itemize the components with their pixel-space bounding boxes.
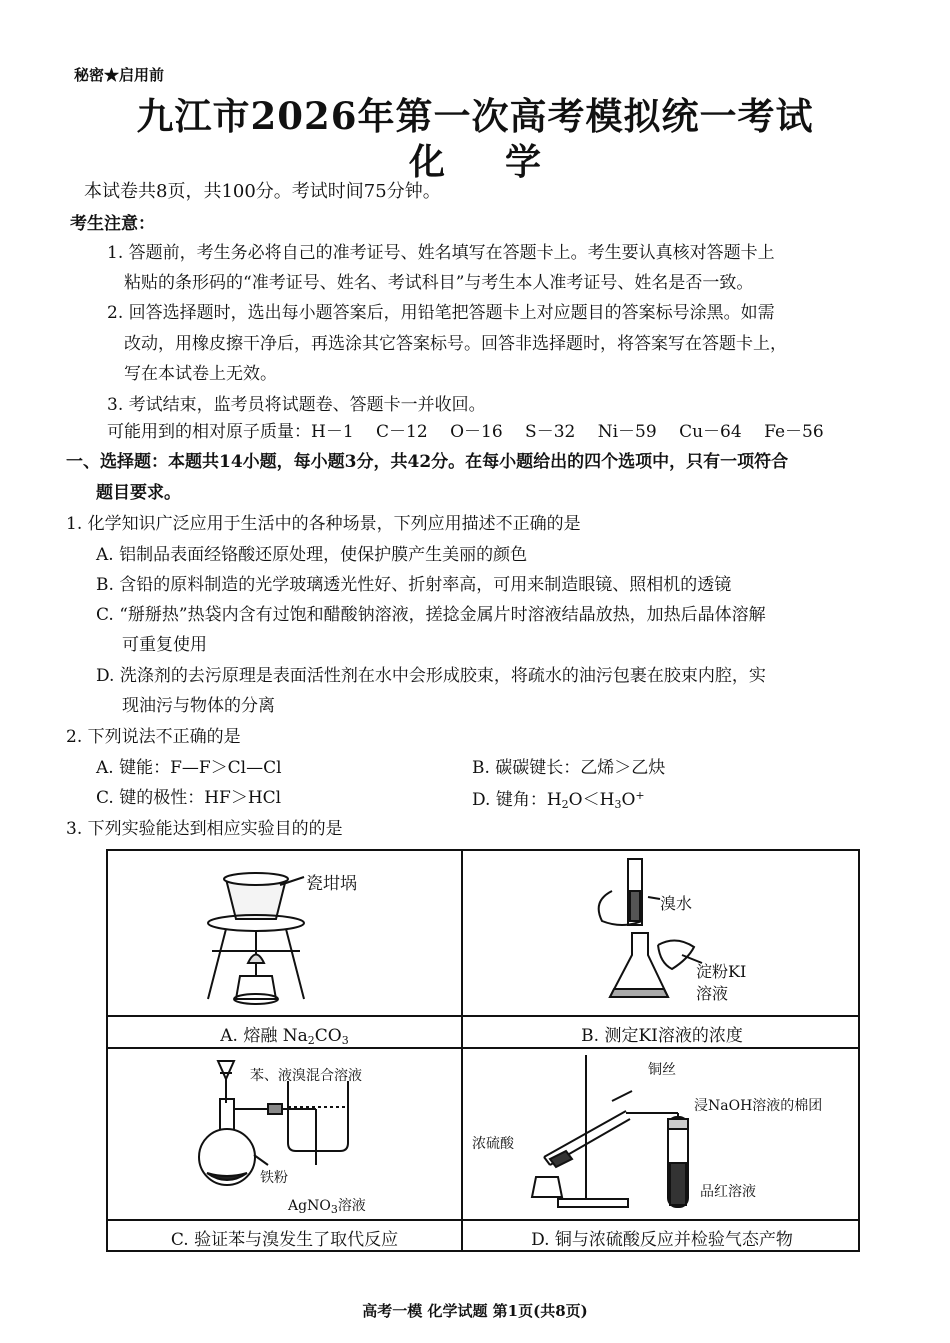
q3-caption-d: D. 铜与浓硫酸反应并检验气态产物 (531, 1230, 793, 1250)
label-copper-wire: 铜丝 (648, 1062, 676, 1078)
q3-figure-grid (106, 849, 860, 1252)
q2-stem: 2. 下列说法不正确的是 (66, 727, 241, 747)
page-footer: 高考一模 化学试题 第1页(共8页) (362, 1302, 588, 1320)
note-1-line-1: 1. 答题前，考生务必将自己的准考证号、姓名填写在答题卡上。考生要认真核对答题卡上 (107, 243, 775, 263)
note-2-line-2: 改动，用橡皮擦干净后，再选涂其它答案标号。回答非选择题时，将答案写在答题卡上， (124, 334, 787, 354)
section-heading-line-1: 一、选择题：本题共14小题，每小题3分，共42分。在每小题给出的四个选项中，只有一项符合 (66, 452, 789, 472)
label-bromine-water: 溴水 (660, 894, 693, 913)
atomic-masses: 可能用到的相对原子质量：H－1 C－12 O－16 S－32 Ni－59 Cu－64 Fe－56 (107, 422, 824, 442)
exam-title: 九江市2026年第一次高考模拟统一考试 (136, 94, 814, 138)
label-solution-b: 溶液 (696, 984, 729, 1003)
q3-stem: 3. 下列实验能达到相应实验目的的是 (66, 819, 343, 839)
note-3: 3. 考试结束，监考员将试题卷、答题卡一并收回。 (107, 395, 486, 415)
label-iron-powder: 铁粉 (260, 1170, 288, 1186)
label-benzene-bromine: 苯、液溴混合溶液 (250, 1068, 362, 1084)
q2-option-d: D. 键角：$H_2O<H_3O^+$ (472, 789, 645, 811)
q3-caption-c: C. 验证苯与溴发生了取代反应 (170, 1230, 399, 1250)
label-naoh-cotton: 浸NaOH溶液的棉团 (694, 1098, 823, 1114)
exam-intro: 本试卷共8页，共100分。考试时间75分钟。 (84, 181, 441, 202)
label-silver-nitrate: AgNO$_3$溶液 (288, 1198, 366, 1216)
q1-stem: 1. 化学知识广泛应用于生活中的各种场景，下列应用描述不正确的是 (66, 514, 581, 534)
subject-title: 化学 (408, 141, 601, 183)
q1-option-d-line-1: D. 洗涤剂的去污原理是表面活性剂在水中会形成胶束，将疏水的油污包裹在胶束内腔，实 (96, 666, 766, 686)
q3-caption-a: A. 熔融 $Na_2CO_3$ (220, 1026, 349, 1047)
q2-option-b: B. 碳碳键长：乙烯＞乙炔 (472, 758, 666, 778)
section-heading-line-2: 题目要求。 (96, 483, 181, 503)
q2-option-c: C. 键的极性：HF＞HCl (96, 788, 282, 808)
q1-option-d-line-2: 现油污与物体的分离 (122, 696, 275, 716)
q2-option-a: A. 键能：F—F＞Cl—Cl (96, 758, 282, 778)
note-1-line-2: 粘贴的条形码的“准考证号、姓名、考试科目”与考生本人准考证号、姓名是否一致。 (124, 273, 754, 293)
label-starch-ki: 淀粉KI (696, 962, 747, 981)
crucible-apparatus (108, 851, 462, 1015)
q1-option-b: B. 含铅的原料制造的光学玻璃透光性好、折射率高，可用来制造眼镜、照相机的透镜 (96, 575, 732, 595)
q1-option-c-line-1: C. “掰掰热”热袋内含有过饱和醋酸钠溶液，搓捻金属片时溶液结晶放热，加热后晶体溶解 (96, 605, 766, 625)
note-2-line-1: 2. 回答选择题时，选出每小题答案后，用铅笔把答题卡上对应题目的答案标号涂黑。如需 (107, 303, 775, 323)
titration-apparatus (462, 851, 862, 1015)
q1-option-a: A. 铝制品表面经铬酸还原处理，使保护膜产生美丽的颜色 (96, 545, 528, 565)
label-crucible: 瓷坩埚 (306, 874, 357, 894)
label-conc-sulfuric-acid: 浓硫酸 (472, 1136, 514, 1152)
q1-option-c-line-2: 可重复使用 (122, 635, 207, 655)
label-magenta-solution: 品红溶液 (700, 1184, 756, 1200)
q3-caption-b: B. 测定KI溶液的浓度 (581, 1026, 743, 1046)
secret-label: 秘密★启用前 (74, 66, 165, 84)
notes-heading: 考生注意： (70, 214, 155, 234)
note-2-line-3: 写在本试卷上无效。 (124, 364, 277, 384)
